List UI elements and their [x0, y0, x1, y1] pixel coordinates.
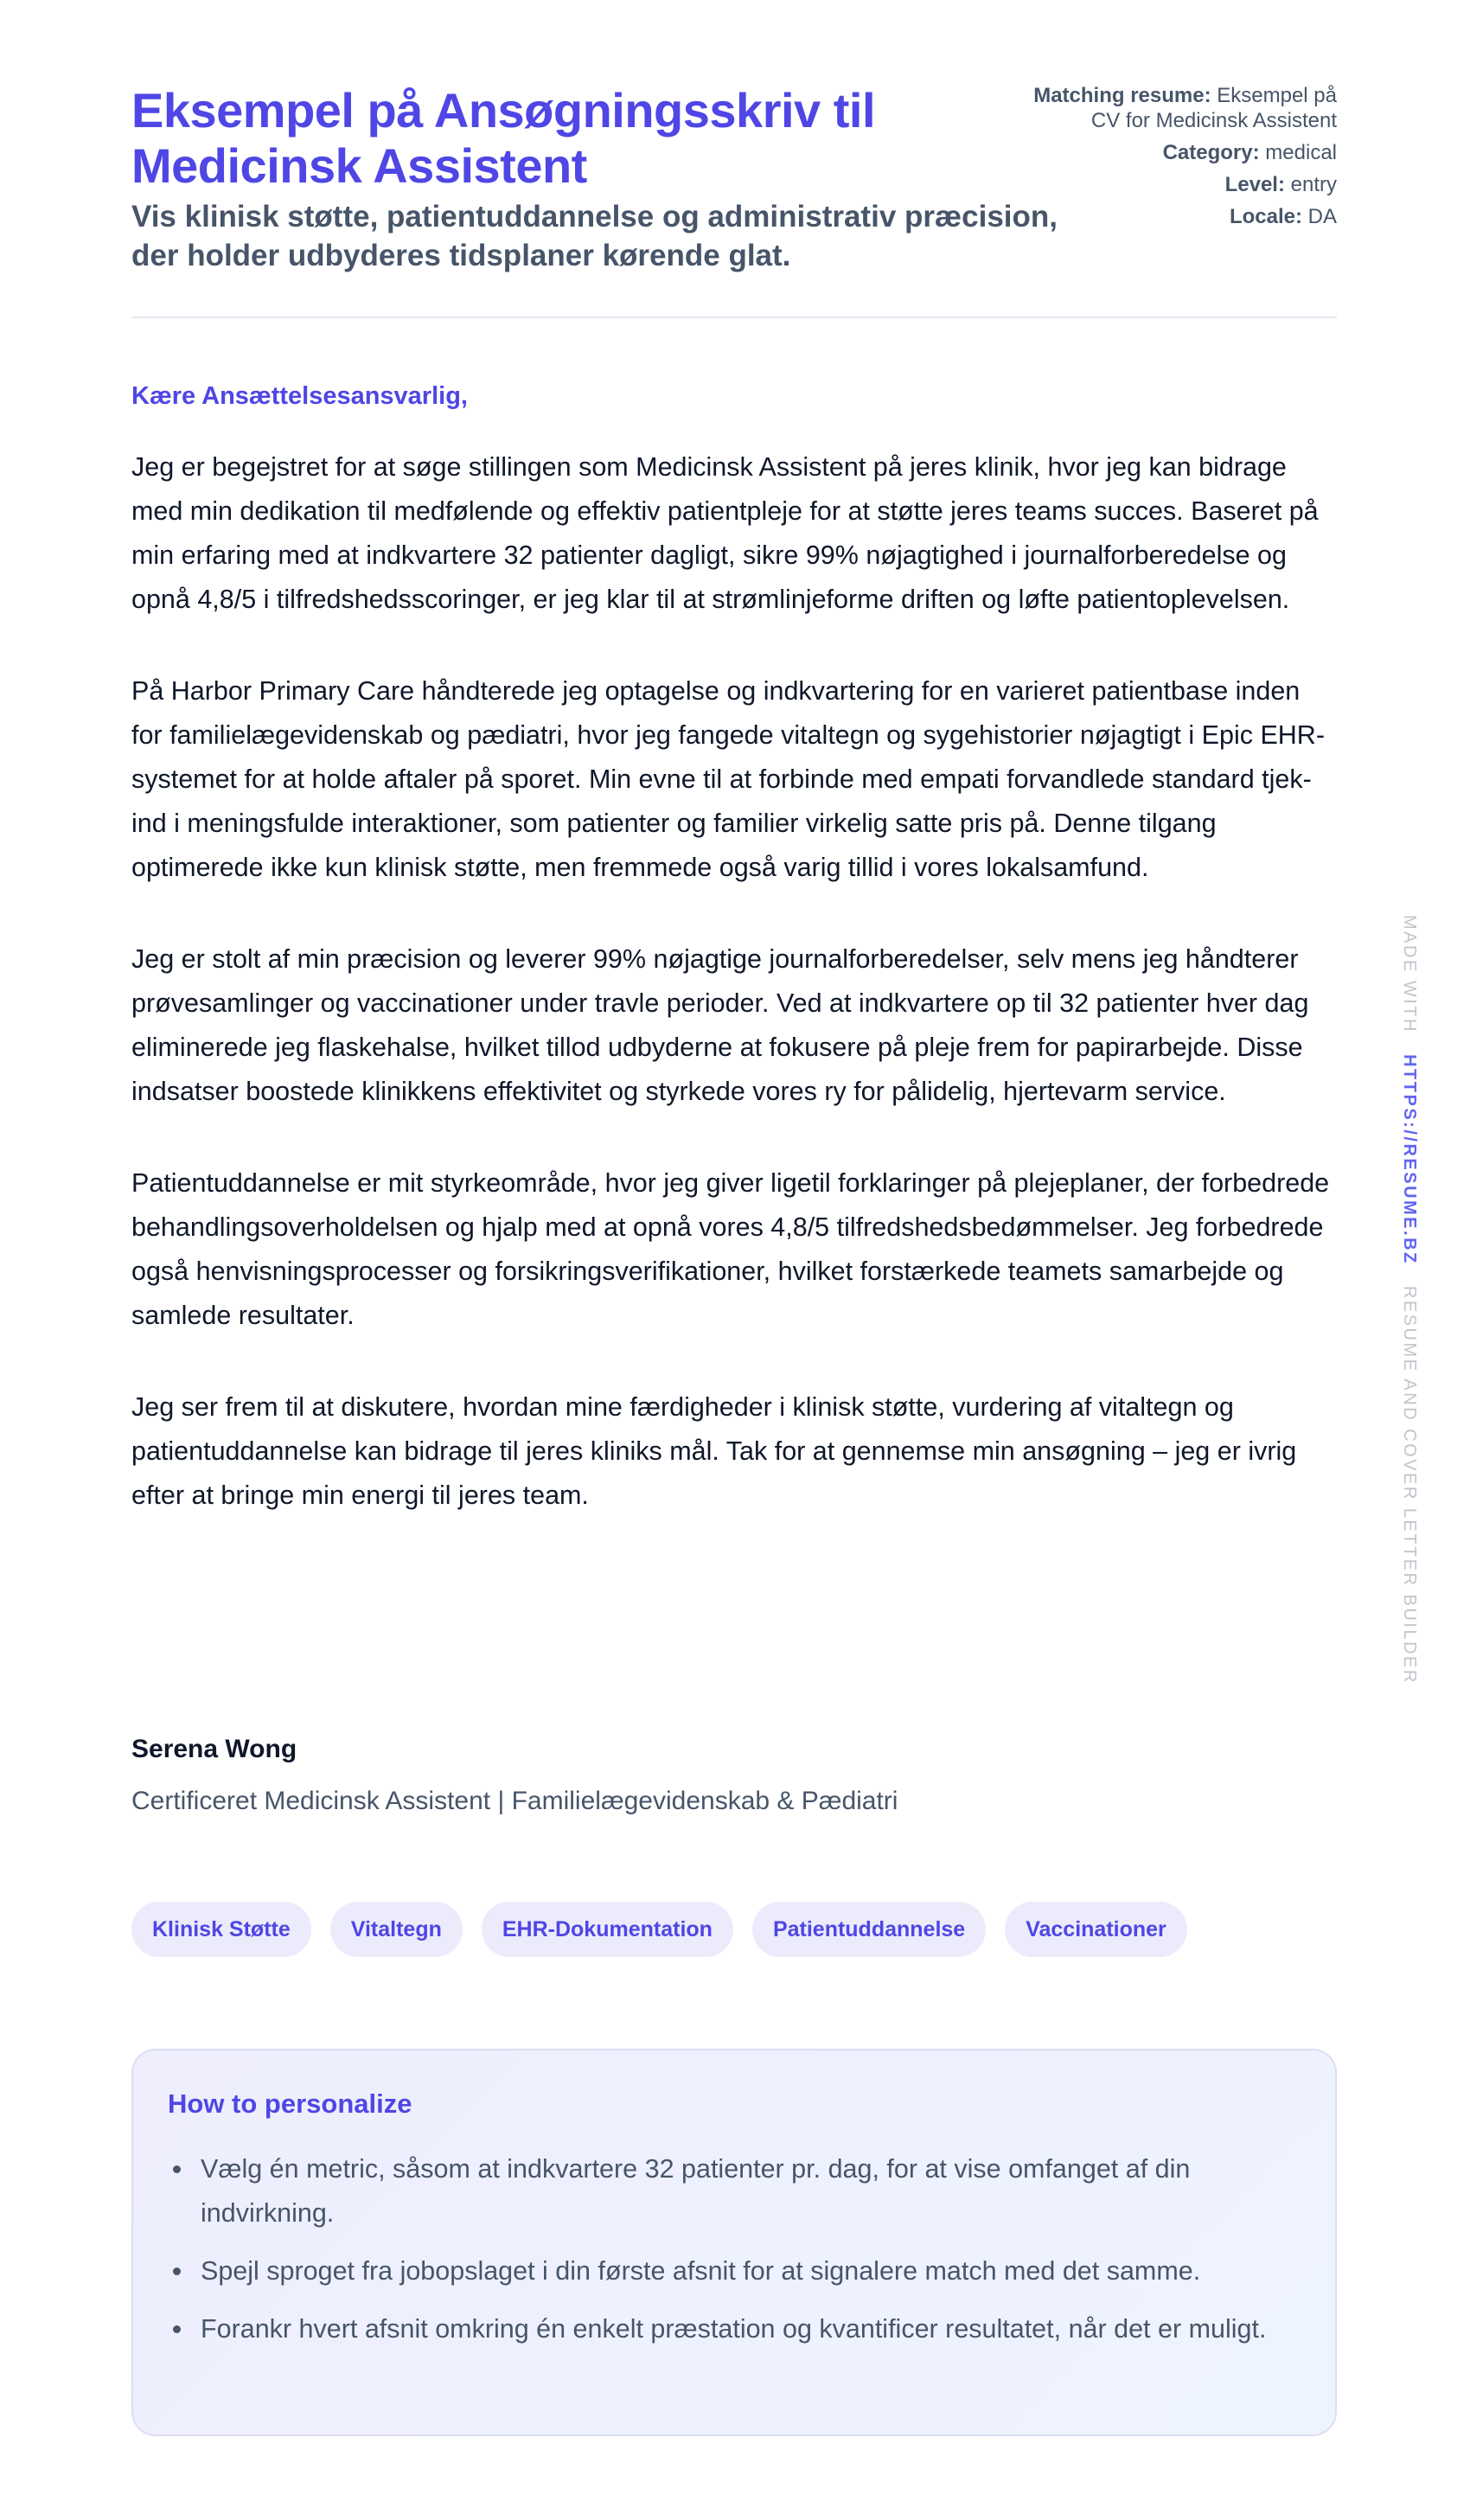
meta-value: entry [1290, 173, 1337, 196]
meta-matching-resume [1008, 83, 1337, 133]
skill-tags [131, 1902, 1187, 1957]
personalize-box [131, 2049, 1337, 2436]
meta-level [1008, 172, 1337, 197]
tip-text: Vælg én metric, såsom at indkvartere 32 patienter pr. dag, for at vise omfanget af din indvirkning. [201, 2154, 1191, 2228]
skill-tag: EHR-Dokumentation [482, 1902, 733, 1957]
signature-name: Serena Wong [131, 1735, 297, 1763]
letter-paragraph: Jeg ser frem til at diskutere, hvordan mine færdigheder i klinisk støtte, vurdering af vitaltegn og patientuddannelse kan bidrage til jeres kliniks mål. Tak for at gennemse min ansøgning – jeg er ivrig efter at bringe min energi til jeres team. [131, 1392, 1297, 1510]
personalize-list [168, 2147, 1292, 2365]
personalize-tip [168, 2147, 1292, 2235]
page-subtitle: Vis klinisk støtte, patientuddannelse og administrativ præcision, der holder udbyderes tidsplaner kørende glat. [131, 200, 1058, 272]
meta-value: medical [1265, 141, 1337, 164]
letter-paragraph: På Harbor Primary Care håndterede jeg optagelse og indkvartering for en varieret patientbase inden for familielægevidenskab og pædiatri, hvor jeg fangede vitaltegn og sygehistorier nøjagtigt i Epic EHR-systemet for at holde aftaler på sporet. Min evne til at forbinde med empati forvandlede standard tjek-ind i meningsfulde interaktioner, som patienter og familier virkelig satte pris på. Denne tilgang optimerede ikke kun klinisk støtte, men fremmede også varig tillid i vores lokalsamfund. [131, 676, 1325, 882]
skill-tag: Patientuddannelse [752, 1902, 986, 1957]
letter-paragraph: Jeg er begejstret for at søge stillingen som Medicinsk Assistent på jeres klinik, hvor jeg kan bidrage med min dedikation til medfølende og effektiv patientpleje for at støtte jeres teams succes. Baseret på min erfaring med at indkvartere 32 patienter dagligt, sikre 99% nøjagtighed i journalforberedelse og opnå 4,8/5 i tilfredshedsscoringer, er jeg klar til at strømlinjeforme driften og løfte patientoplevelsen. [131, 452, 1319, 614]
meta-label: Locale: [1229, 205, 1302, 228]
watermark-link[interactable]: HTTPS://RESUME.BZ [1400, 1054, 1419, 1265]
meta-value: Eksempel på CV for Medicinsk Assistent [1090, 84, 1337, 132]
watermark-suffix: RESUME AND COVER LETTER BUILDER [1400, 1285, 1419, 1685]
header [131, 0, 1337, 318]
bullet-icon [173, 2165, 181, 2173]
skill-tag: Klinisk Støtte [131, 1902, 311, 1957]
skill-tag: Vitaltegn [330, 1902, 463, 1957]
meta-locale [1008, 204, 1337, 229]
watermark-prefix: MADE WITH [1400, 915, 1419, 1033]
meta-label: Level: [1224, 173, 1285, 196]
letter-paragraph: Patientuddannelse er mit styrkeområde, hvor jeg giver ligetil forklaringer på plejeplaner, der forbedrede behandlingsoverholdelsen og hjalp med at opnå vores 4,8/5 tilfredshedsbedømmelser. Jeg forbedrede også henvisningsprocesser og forsikringsverifikationer, hvilket forstærkede teamets samarbejde og samlede resultater. [131, 1168, 1330, 1330]
meta-category [1008, 140, 1337, 165]
letter-body [131, 445, 1337, 1565]
bullet-icon [173, 2267, 181, 2275]
personalize-title: How to personalize [168, 2088, 412, 2119]
personalize-tip [168, 2249, 1292, 2293]
bullet-icon [173, 2325, 181, 2333]
meta-label: Category: [1162, 141, 1260, 164]
tip-text: Spejl sproget fra jobopslaget i din første afsnit for at signalere match med det samme. [201, 2256, 1201, 2286]
letter-paragraph: Jeg er stolt af min præcision og leverer 99% nøjagtige journalforberedelser, selv mens jeg håndterer prøvesamlinger og vaccinationer under travle perioder. Ved at indkvartere op til 32 patienter hver dag eliminerede jeg flaskehalse, hvilket tillod udbyderne at fokusere på pleje frem for papirarbejde. Disse indsatser boostede klinikkens effektivitet og styrkede vores ry for pålidelig, hjertevarm service. [131, 944, 1309, 1106]
watermark [1392, 915, 1427, 1685]
personalize-tip [168, 2307, 1292, 2351]
watermark-text [1399, 915, 1420, 1685]
letter-greeting: Kære Ansættelsesansvarlig, [131, 382, 468, 410]
signature-title: Certificeret Medicinsk Assistent | Familielægevidenskab & Pædiatri [131, 1787, 898, 1815]
meta-value: DA [1307, 205, 1337, 228]
skill-tag: Vaccinationer [1005, 1902, 1187, 1957]
cover-letter-page [131, 0, 1337, 2344]
tip-text: Forankr hvert afsnit omkring én enkelt præstation og kvantificer resultatet, når det er muligt. [201, 2314, 1267, 2344]
page-title: Eksempel på Ansøgningsskriv til Medicinsk Assistent [131, 83, 876, 193]
meta-panel [1008, 83, 1337, 236]
meta-label: Matching resume: [1033, 84, 1211, 107]
signature [131, 1732, 898, 1819]
